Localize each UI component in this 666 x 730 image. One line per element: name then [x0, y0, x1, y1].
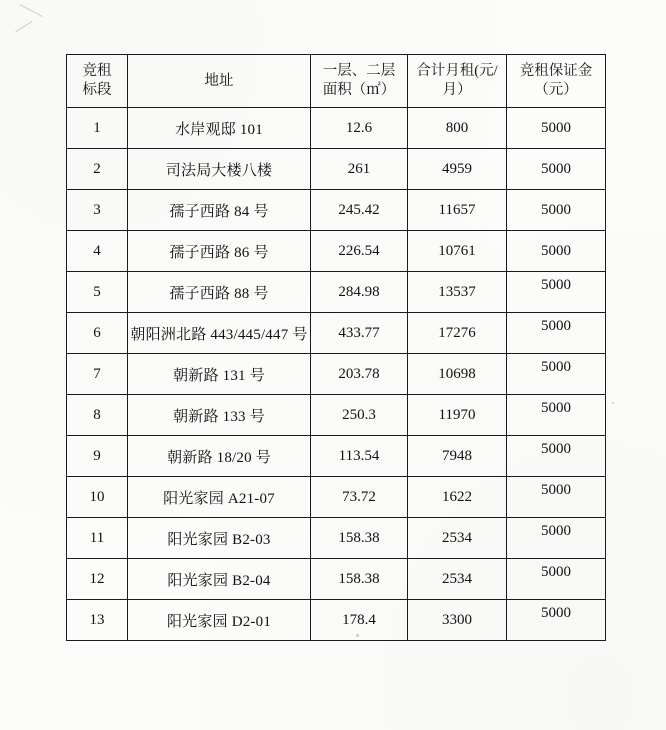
cell-bid-section: 7	[67, 354, 128, 395]
cell-bid-section: 1	[67, 108, 128, 149]
column-header-address-line1: 地址	[204, 72, 234, 89]
cell-address: 阳光家园 A21-07	[128, 477, 311, 518]
cell-deposit: 5000	[507, 593, 606, 634]
cell-monthly-rent: 2534	[408, 559, 507, 600]
cell-bid-section: 6	[67, 313, 128, 354]
column-header-area-line1: 一层、二层	[322, 63, 396, 80]
table-row	[67, 149, 606, 190]
table-row	[67, 190, 606, 231]
column-header-area	[311, 55, 408, 108]
cell-address: 朝新路 133 号	[128, 395, 311, 436]
cell-address: 阳光家园 B2-03	[128, 518, 311, 559]
cell-monthly-rent: 17276	[408, 313, 507, 354]
cell-deposit: 5000	[507, 388, 606, 429]
scan-speck-2	[612, 402, 614, 404]
table-row	[67, 108, 606, 149]
cell-monthly-rent: 10698	[408, 354, 507, 395]
cell-deposit: 5000	[507, 149, 606, 190]
table-header	[67, 55, 606, 108]
cell-address: 水岸观邸 101	[128, 108, 311, 149]
cell-deposit: 5000	[507, 511, 606, 552]
cell-bid-section: 10	[67, 477, 128, 518]
cell-bid-section: 8	[67, 395, 128, 436]
cell-monthly-rent: 2534	[408, 518, 507, 559]
table-header-row	[67, 55, 606, 108]
cell-address: 朝阳洲北路 443/445/447 号	[128, 313, 311, 354]
cell-monthly-rent: 800	[408, 108, 507, 149]
cell-monthly-rent: 1622	[408, 477, 507, 518]
cell-deposit: 5000	[507, 470, 606, 511]
cell-bid-section: 4	[67, 231, 128, 272]
column-header-deposit-line2: （元）	[534, 82, 578, 98]
cell-address: 孺子西路 88 号	[128, 272, 311, 313]
cell-area: 250.3	[311, 395, 408, 436]
cell-bid-section: 13	[67, 600, 128, 641]
cell-deposit: 5000	[507, 429, 606, 470]
column-header-address	[128, 55, 311, 108]
column-header-bid-section-line1: 竞租	[82, 63, 112, 80]
cell-deposit: 5000	[507, 552, 606, 593]
column-header-area-line2: 面积（㎡）	[322, 82, 396, 98]
cell-deposit: 5000	[507, 347, 606, 388]
cell-address: 阳光家园 D2-01	[128, 600, 311, 641]
cell-area: 73.72	[311, 477, 408, 518]
cell-area: 113.54	[311, 436, 408, 477]
cell-monthly-rent: 10761	[408, 231, 507, 272]
column-header-bid-section-line2: 标段	[82, 82, 112, 98]
cell-area: 245.42	[311, 190, 408, 231]
column-header-bid-section	[67, 55, 128, 108]
table-row	[67, 600, 606, 641]
cell-monthly-rent: 11970	[408, 395, 507, 436]
cell-deposit: 5000	[507, 108, 606, 149]
cell-bid-section: 9	[67, 436, 128, 477]
column-header-monthly-rent	[408, 55, 507, 108]
cell-bid-section: 3	[67, 190, 128, 231]
cell-address: 阳光家园 B2-04	[128, 559, 311, 600]
cell-bid-section: 2	[67, 149, 128, 190]
cell-area: 261	[311, 149, 408, 190]
cell-area: 433.77	[311, 313, 408, 354]
cell-deposit: 5000	[507, 231, 606, 272]
cell-bid-section: 12	[67, 559, 128, 600]
cell-deposit: 5000	[507, 265, 606, 306]
cell-monthly-rent: 13537	[408, 272, 507, 313]
cell-address: 朝新路 18/20 号	[128, 436, 311, 477]
cell-bid-section: 5	[67, 272, 128, 313]
cell-bid-section: 11	[67, 518, 128, 559]
cell-area: 226.54	[311, 231, 408, 272]
cell-address: 孺子西路 84 号	[128, 190, 311, 231]
cell-monthly-rent: 3300	[408, 600, 507, 641]
cell-area: 284.98	[311, 272, 408, 313]
column-header-deposit-line1: 竞租保证金	[519, 63, 593, 80]
cell-address: 司法局大楼八楼	[128, 149, 311, 190]
column-header-deposit	[507, 55, 606, 108]
column-header-monthly-rent-line2: 月）	[442, 82, 472, 98]
rental-bid-table-container	[66, 54, 600, 641]
cell-monthly-rent: 7948	[408, 436, 507, 477]
cell-deposit: 5000	[507, 306, 606, 347]
cell-monthly-rent: 11657	[408, 190, 507, 231]
rental-bid-table	[66, 54, 606, 641]
cell-area: 203.78	[311, 354, 408, 395]
cell-address: 孺子西路 86 号	[128, 231, 311, 272]
cell-area: 158.38	[311, 518, 408, 559]
cell-address: 朝新路 131 号	[128, 354, 311, 395]
cell-monthly-rent: 4959	[408, 149, 507, 190]
cell-deposit: 5000	[507, 190, 606, 231]
cell-area: 178.4	[311, 600, 408, 641]
cell-area: 12.6	[311, 108, 408, 149]
table-body	[67, 108, 606, 641]
cell-area: 158.38	[311, 559, 408, 600]
column-header-monthly-rent-line1: 合计月租(元/	[416, 63, 498, 80]
